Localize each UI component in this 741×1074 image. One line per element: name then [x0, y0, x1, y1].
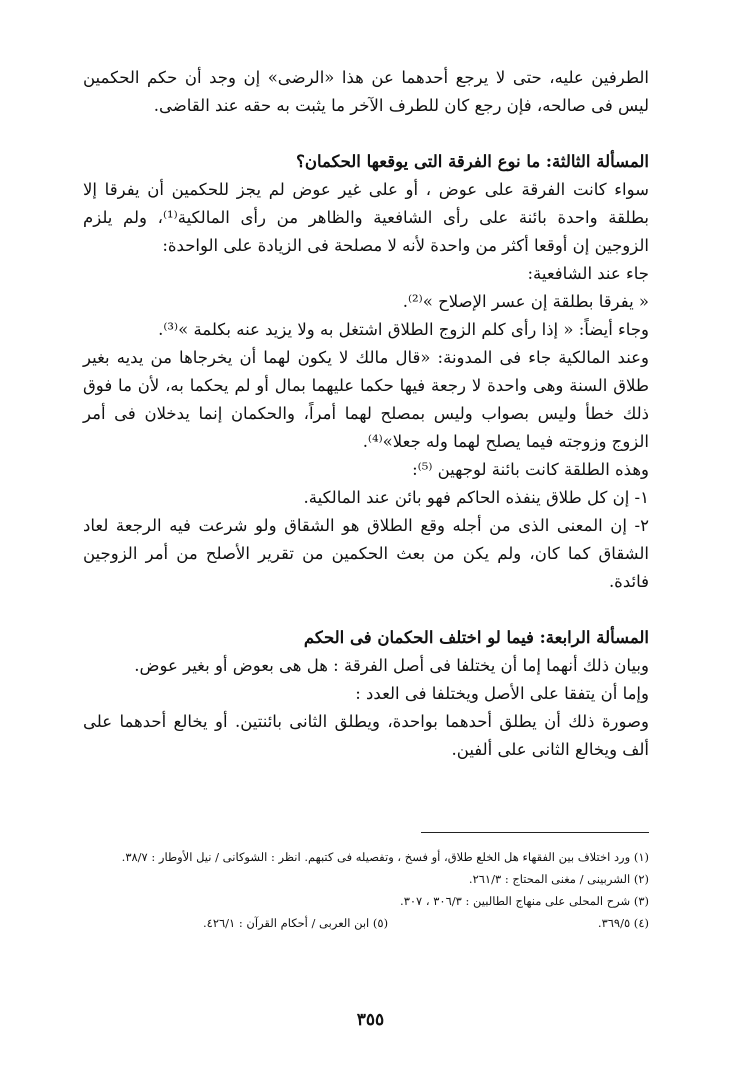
paragraph: الطرفين عليه، حتى لا يرجع أحدهما عن هذا «الرضى» إن وجد أن حكم الحكمين ليس فى صالحه، فإن رجع كان للطرف الآخر ما يثبت به حقه عند القاضى.	[83, 68, 649, 115]
paragraph: وجاء أيضاً: « إذا رأى كلم الزوج الطلاق اشتغل به ولا يزيد عنه بكلمة »⁽³⁾.	[158, 320, 649, 339]
footnotes	[83, 846, 649, 934]
paragraph: وهذه الطلقة كانت بائنة لوجهين ⁽⁵⁾:	[412, 460, 649, 479]
footnote-4: (٤) ٣٦٩/٥.	[597, 916, 649, 930]
footnote-3: (٣) شرح المحلى على منهاج الطالبين : ٣٠٦/٣ ، ٣٠٧.	[400, 894, 649, 908]
footnote-1: (١) ورد اختلاف بين الفقهاء هل الخلع طلاق، أو فسخ ، وتفصيله فى كتبهم. انظر : الشوكانى / نيل الأوطار : ٣٨/٧.	[121, 850, 649, 864]
footnote-divider	[421, 832, 649, 833]
list-item: ١- إن كل طلاق ينفذه الحاكم فهو بائن عند المالكية.	[303, 488, 649, 507]
paragraph: وإما أن يتفقا على الأصل ويختلفا فى العدد :	[355, 684, 649, 703]
paragraph: جاء عند الشافعية:	[527, 264, 649, 283]
footnote-5: (٥) ابن العربى / أحكام القرآن : ٤٢٦/١.	[203, 916, 389, 930]
page-number: ٣٥٥	[356, 1010, 385, 1030]
paragraph: وبيان ذلك أنهما إما أن يختلفا فى أصل الفرقة : هل هى بعوض أو بغير عوض.	[134, 656, 649, 675]
section-heading-3: المسألة الثالثة: ما نوع الفرقة التى يوقعها الحكمان؟	[296, 152, 649, 171]
quote: « يفرقا بطلقة إن عسر الإصلاح »⁽²⁾.	[402, 292, 649, 311]
list-item: ٢- إن المعنى الذى من أجله وقع الطلاق هو الشقاق ولو شرعت فيه الرجعة لعاد الشقاق كما كان، ولم يكن من بعث الحكمين من تقرير الأصلح من أمر الزوجين فائدة.	[83, 516, 649, 591]
section-heading-4: المسألة الرابعة: فيما لو اختلف الحكمان فى الحكم	[303, 628, 649, 647]
footnote-2: (٢) الشربينى / مغنى المحتاج : ٢٦١/٣.	[468, 872, 649, 886]
paragraph: وعند المالكية جاء فى المدونة: «قال مالك لا يكون لهما أن يخرجاها من يديه بغير طلاق السنة وهى واحدة لا رجعة فيها حكما عليهما بمال أو لم يحكما به، لأن ما فوق ذلك خطأ وليس بصواب وليس بمصلح لهما أمراً، والحكمان إنما يدخلان فى أمر الزوج وزوجته فيما يصلح لهما وله جعلا»⁽⁴⁾.	[83, 348, 649, 451]
footnote-row	[83, 912, 649, 934]
paragraph: سواء كانت الفرقة على عوض ، أو على غير عوض لم يجز للحكمين أن يفرقا إلا بطلقة واحدة بائنة على رأى الشافعية والظاهر من رأى المالكية⁽¹⁾، ولم يلزم الزوجين إن أوقعا أكثر من واحدة لأنه لا مصلحة فى الزيادة على الواحدة:	[83, 180, 650, 255]
paragraph: وصورة ذلك أن يطلق أحدهما بواحدة، ويطلق الثانى بائنتين. أو يخالع أحدهما على ألف ويخالع الثانى على ألفين.	[83, 712, 649, 759]
body-text	[83, 64, 649, 764]
